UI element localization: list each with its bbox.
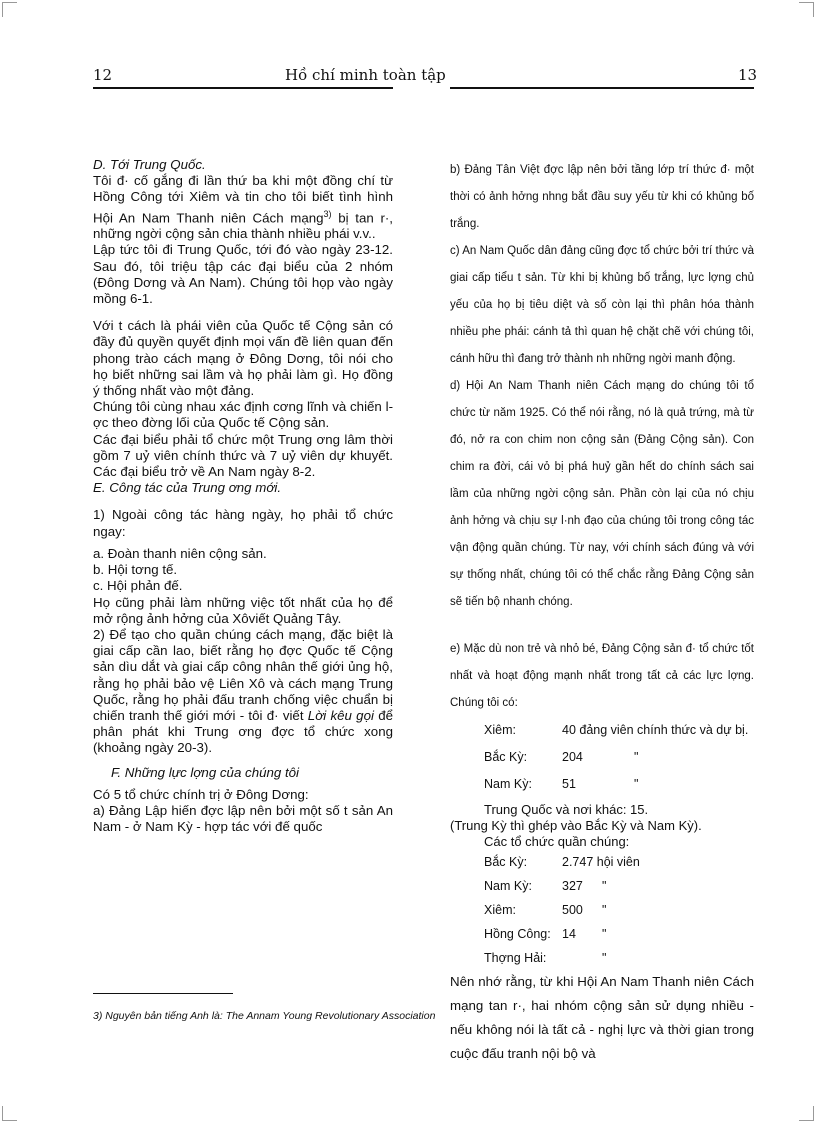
table-row: Nam Kỳ: 51 " [484, 777, 639, 791]
table-row: Bắc Kỳ: 204 " [484, 750, 639, 764]
mass-heading: Các tổ chức quần chúng: [484, 834, 630, 849]
running-title: Hồ chí minh toàn tập [285, 66, 446, 84]
members-note-2: (Trung Kỳ thì ghép vào Bắc Kỳ và Nam Kỳ). [450, 818, 702, 833]
table-row: Nam Kỳ: 327 " [484, 879, 607, 893]
header-rule-right [450, 87, 754, 89]
crop-mark [2, 2, 17, 17]
crop-mark [2, 1106, 17, 1121]
list-item: a. Đoàn thanh niên cộng sản. [93, 545, 267, 561]
paragraph: c) An Nam Quốc dân đảng cũng đợc tổ chức bởi trí thức và giai cấp tiểu t sản. Từ khi bị khủng bố trắng, lực lợng chủ yếu của họ bị tiêu diệt và số còn lại thì phân hóa thành nhiều phe phái: cánh tả thì quan hệ chặt chẽ với chúng tôi, cánh hữu thì đang trở thành nh những ngời manh động. [450, 245, 754, 365]
left-column [93, 157, 393, 835]
paragraph: Các đại biểu phải tổ chức một Trung ơng lâm thời gồm 7 uỷ viên chính thức và 7 uỷ viên dự khuyết. Các đại biểu trở về An Nam ngày 8-2. [93, 431, 393, 480]
list-item: b. Hội tơng tế. [93, 562, 178, 578]
crop-mark [799, 1106, 814, 1121]
section-d-heading: D. Tới Trung Quốc. [93, 157, 206, 172]
paragraph: Lập tức tôi đi Trung Quốc, tới đó vào ngày 23-12. Sau đó, tôi triệu tập các đại biểu của 2 nhóm (Đông Dơng và An Nam). Chúng tôi họp vào ngày mồng 6-1. [93, 242, 393, 307]
table-row: Xiêm: 500 " [484, 903, 607, 917]
footnote: 3) Nguyên bản tiếng Anh là: The Annam Young Revolutionary Association [93, 1010, 436, 1022]
right-page-number: 13 [738, 66, 758, 84]
table-row: Bắc Kỳ: 2.747 hội viên [484, 855, 640, 869]
right-column [450, 157, 754, 1066]
list-item: c. Hội phản đế. [93, 578, 183, 594]
closing-paragraph: Nên nhớ rằng, từ khi Hội An Nam Thanh niên Cách mạng tan r·, hai nhóm cộng sản sử dụng nhiều - nếu không nói là tất cả - nghị lực và thời gian trong cuộc đấu tranh nội bộ và [450, 974, 754, 1061]
paragraph: a) Đảng Lập hiến đợc lập nên bởi một số t sản An Nam - ở Nam Kỳ - hợp tác với đế quốc [93, 802, 393, 835]
footnote-ref: 3) [323, 208, 332, 219]
footnote-rule [93, 993, 233, 994]
paragraph: 1) Ngoài công tác hàng ngày, họ phải tổ chức ngay: [93, 507, 393, 539]
section-e-heading: E. Công tác của Trung ơng mới. [93, 480, 282, 496]
paragraph: Họ cũng phải làm những việc tốt nhất của họ để mở rộng ảnh hởng của Xôviết Quảng Tây. [93, 594, 393, 626]
members-note: Trung Quốc và nơi khác: 15. [484, 802, 649, 817]
crop-mark [799, 2, 814, 17]
section-f-heading: F. Những lực lợng của chúng tôi [111, 764, 300, 780]
paragraph: d) Hội An Nam Thanh niên Cách mạng do chúng tôi tổ chức từ năm 1925. Có thể nói rằng, nó là quả trứng, mà từ đó, nở ra con chim non cộng sản (Đảng Cộng sản). Con chim ra đời, cái vỏ bị phá huỷ gần hết do chính sách sai lầm của những ngời cộng sản. Phần còn lại của nó chịu ảnh hởng và chịu sự l·nh đạo của chúng tôi trong công tác vận động quần chúng. Từ nay, với chính sách đúng và với sự thống nhất, chúng tôi có thể chắc rằng Đảng Cộng sản sẽ tiến bộ nhanh chóng. [450, 380, 754, 608]
paragraph: e) Mặc dù non trẻ và nhỏ bé, Đảng Cộng sản đ· tổ chức tốt nhất và hoạt động mạnh nhất trong tất cả các lực lợng. Chúng tôi có: [450, 643, 754, 709]
table-row: Xiêm: 40 đảng viên chính thức và dự bị. [484, 723, 749, 737]
appeal-title: Lời kêu gọi [307, 707, 374, 723]
left-page-number: 12 [93, 66, 113, 84]
header-rule-left [93, 87, 393, 89]
table-row: Hồng Công: 14 " [484, 927, 607, 941]
paragraph: Tôi đ· cố gắng đi lần thứ ba khi một đồng chí từ Hồng Công tới Xiêm và tin cho tôi biết tình hình Hội An Nam Thanh niên Cách mạng$^{3)}$ bị tan r·, những ngời cộng sản chia thành nhiều phái v.v.. [93, 173, 393, 242]
mass-table [450, 850, 754, 970]
members-table [450, 717, 754, 798]
paragraph: Với t cách là phái viên của Quốc tế Cộng sản có đầy đủ quyền quyết định mọi vấn đề liên quan đến phong trào cách mạng ở Đông Dơng, tôi nói cho họ biết những sai lầm và họ phải làm gì. Họ đồng ý thống nhất vào một đảng. [93, 318, 393, 399]
paragraph: 2) Để tạo cho quần chúng cách mạng, đặc biệt là giai cấp cần lao, biết rằng họ đợc Quốc tế Cộng sản dìu dắt và giai cấp công nhân thế giới ủng hộ, rằng họ phải bảo vệ Liên Xô và cách mạng Trung Quốc, rằng họ phải đấu tranh chống việc chuẩn bị chiến tranh thế giới mới - tôi đ· viết Lời kêu gọi để phân phát khi Trung ơng đợc tổ chức xong (khoảng ngày 20-3). [93, 626, 393, 756]
table-row: Thợng Hải: " [484, 951, 607, 965]
paragraph: b) Đảng Tân Việt đợc lập nên bởi tầng lớp trí thức đ· một thời có ảnh hởng nhng bắt đầu suy yếu từ khi có khủng bố trắng. [450, 164, 754, 230]
paragraph: Có 5 tổ chức chính trị ở Đông Dơng: [93, 786, 309, 802]
paragraph: Chúng tôi cùng nhau xác định cơng lĩnh và chiến lợc theo đờng lối của Quốc tế Cộng sản. [93, 399, 393, 431]
